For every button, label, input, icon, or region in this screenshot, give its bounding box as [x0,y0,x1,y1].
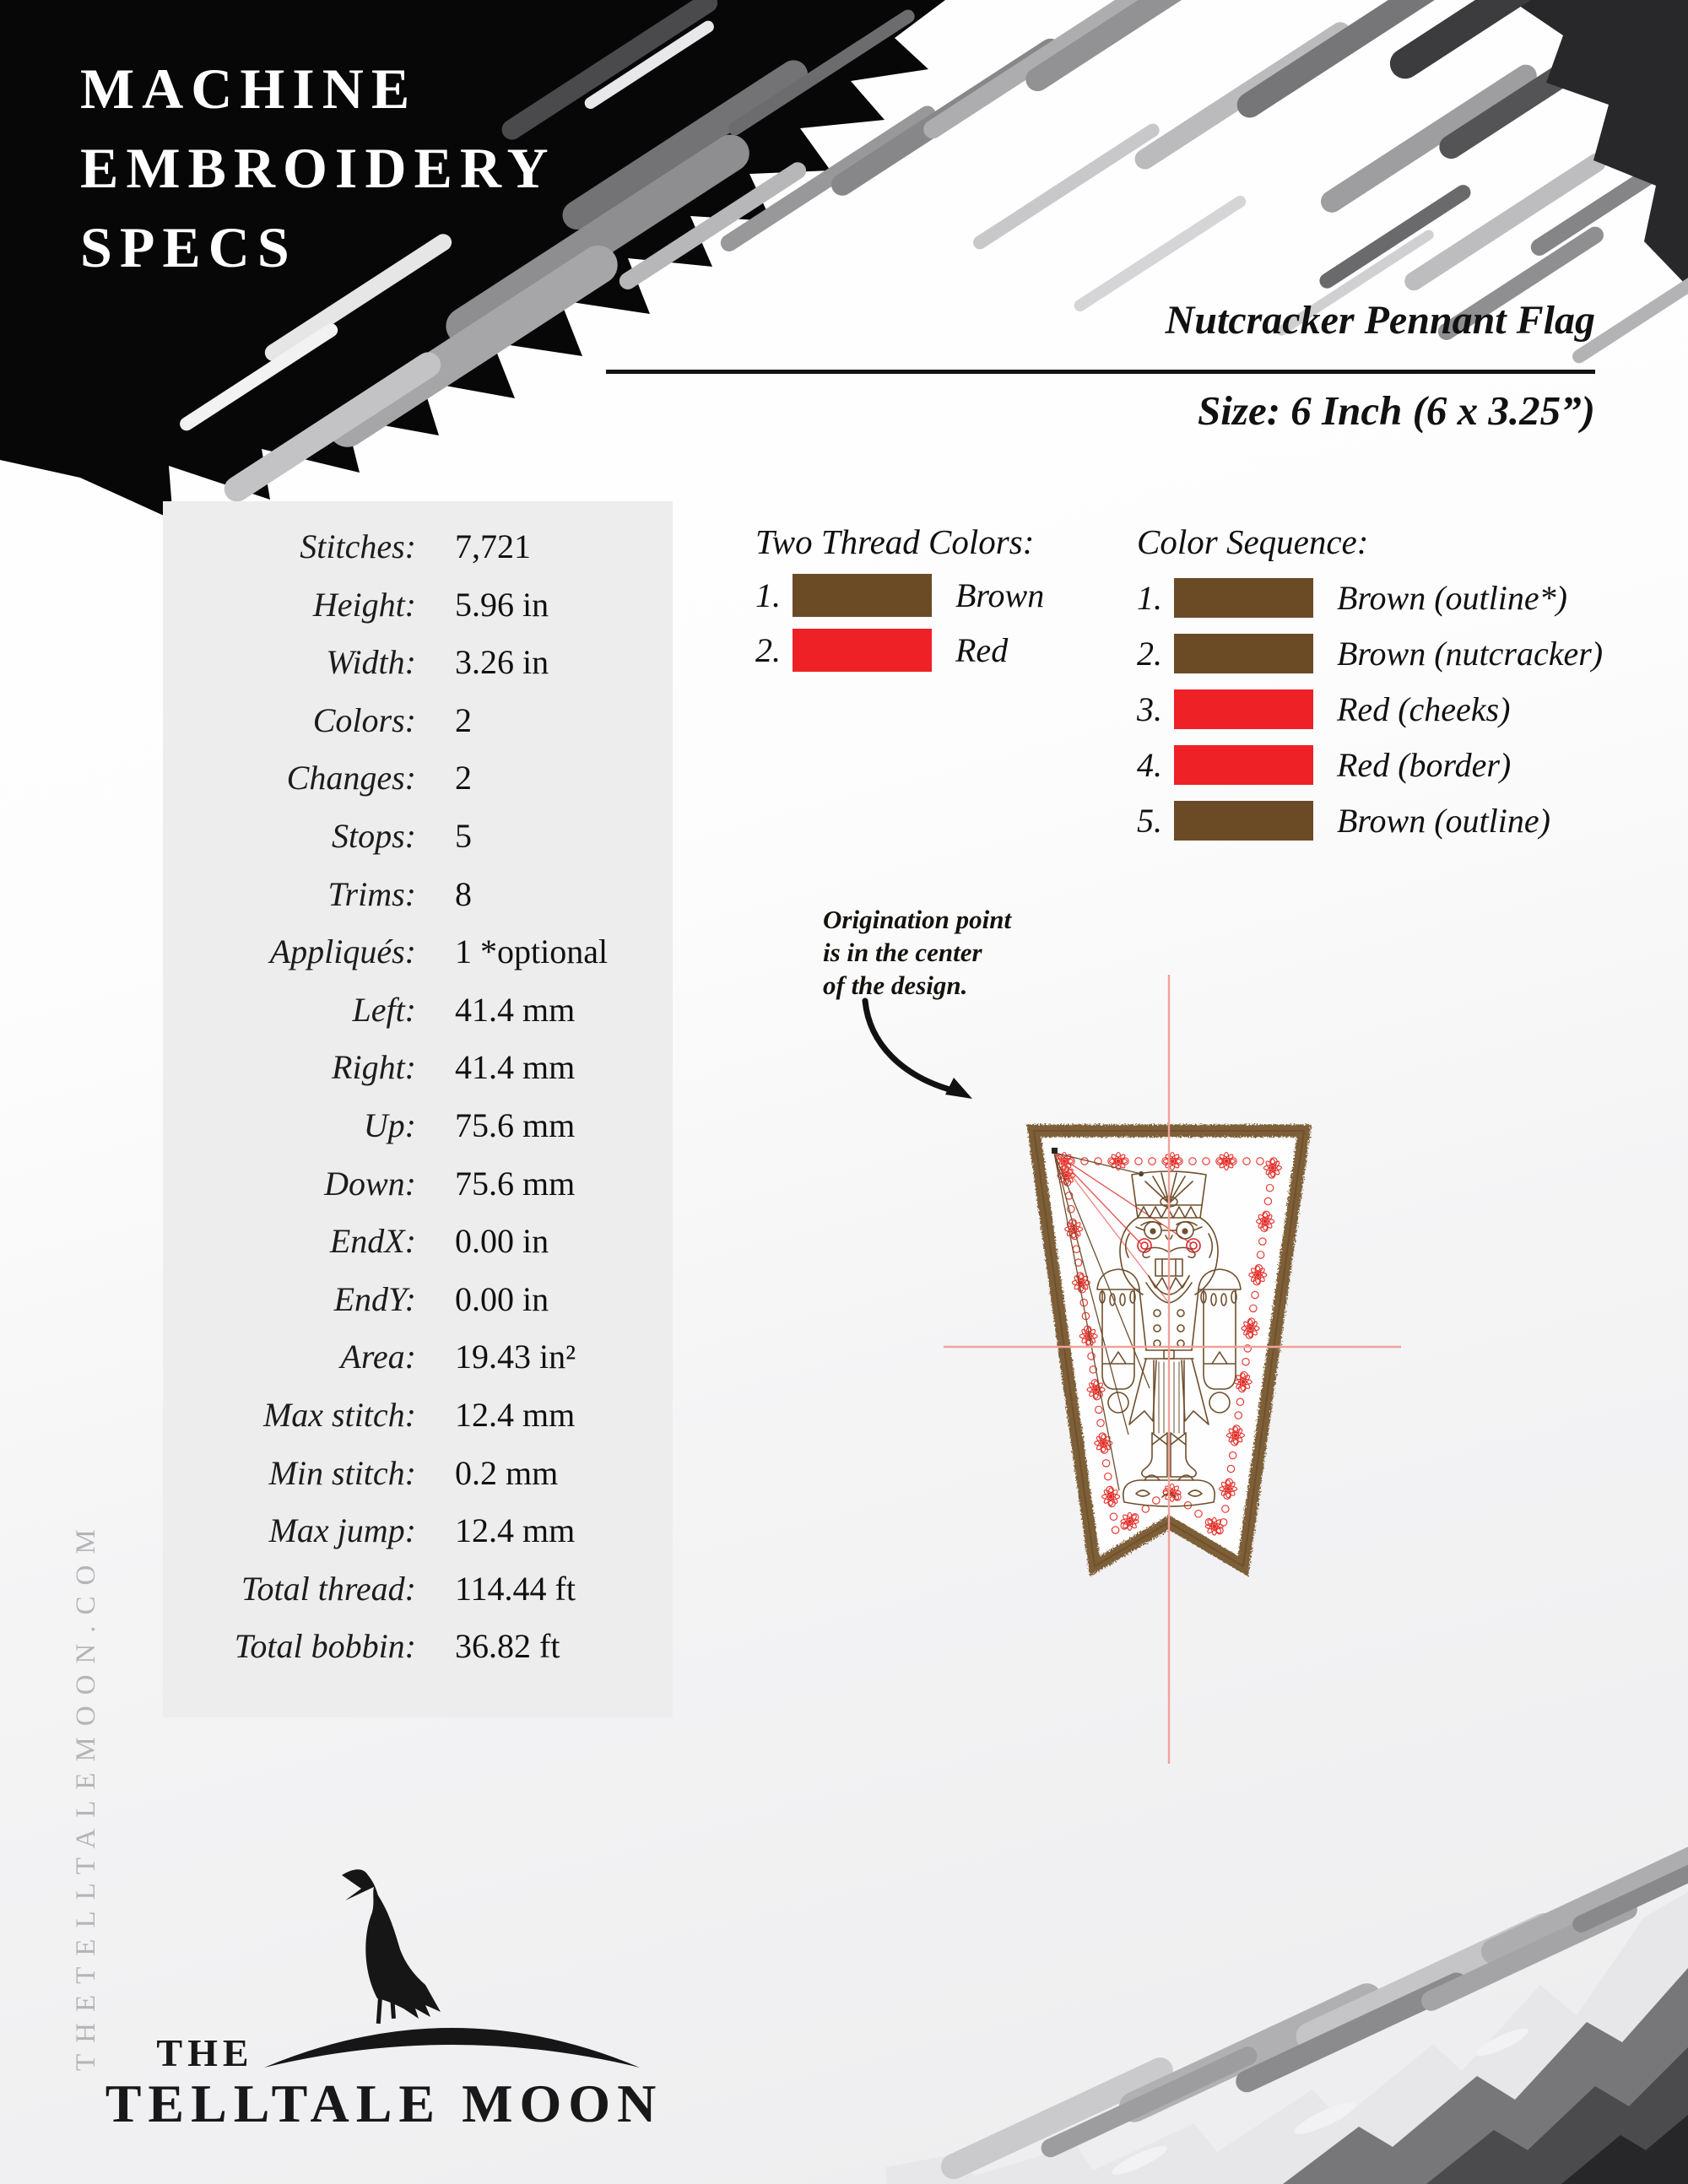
color-sequence-item [1137,634,1603,673]
spec-row [163,585,673,643]
spec-value: 0.2 mm [455,1453,559,1492]
color-name: Brown (nutcracker) [1337,635,1604,673]
color-swatch [1174,578,1313,618]
spec-value: 0.00 in [455,1222,549,1261]
item-number: 1. [1137,579,1162,617]
spec-label: Stitches: [300,527,416,565]
spec-label: Width: [326,643,416,682]
spec-row [163,527,673,585]
color-name: Brown (outline*) [1337,579,1567,617]
spec-label: Stops: [332,816,416,855]
page-title-line: MACHINE [80,57,418,121]
spec-row [163,1453,673,1511]
spec-label: Colors: [312,700,416,739]
spec-row [163,1511,673,1569]
spec-label: Up: [363,1106,416,1144]
item-number: 4. [1137,746,1162,784]
website-url-vertical: THETELLTALEMOON.COM [71,1518,101,2071]
spec-row [163,1279,673,1338]
thread-color-item [755,574,1044,617]
spec-row [163,1106,673,1164]
page-title-line: EMBROIDERY [80,136,556,200]
design-name: Nutcracker Pennant Flag [1165,298,1595,343]
spec-label: Height: [312,585,416,624]
item-number: 5. [1137,802,1162,840]
spec-value: 0.00 in [455,1279,549,1318]
spec-value: 7,721 [455,527,531,565]
color-name: Red (border) [1337,746,1512,784]
item-number: 3. [1137,690,1162,728]
logo-the: THE [156,2031,254,2074]
stitch-start-marker [1052,1148,1058,1154]
color-swatch [1174,745,1313,785]
item-number: 2. [1137,635,1162,673]
spec-value: 5 [455,816,472,855]
thread-colors-heading: Two Thread Colors: [755,522,1035,561]
spec-label: Left: [352,990,416,1029]
spec-row [163,874,673,933]
spec-row [163,1221,673,1279]
color-sequence-heading: Color Sequence: [1137,522,1369,561]
spec-value: 1 *optional [455,933,609,971]
spec-value: 36.82 ft [455,1627,560,1666]
spec-value: 2 [455,759,472,797]
origination-note-line: of the design. [823,970,968,1000]
spec-label: Max stitch: [262,1395,416,1434]
color-swatch [793,629,932,672]
color-swatch [1174,634,1313,673]
color-name: Brown [955,576,1045,614]
spec-row [163,816,673,874]
spec-label: Appliqués: [269,933,416,971]
spec-label: Area: [340,1338,416,1376]
spec-value: 114.44 ft [455,1569,576,1608]
spec-label: Max jump: [268,1511,416,1550]
spec-label: EndY: [333,1279,416,1318]
spec-row [163,758,673,816]
design-size: Size: 6 Inch (6 x 3.25”) [1198,387,1595,434]
color-swatch [793,574,932,617]
spec-value: 75.6 mm [455,1164,576,1203]
spec-value: 5.96 in [455,585,549,624]
spec-label: Total thread: [241,1569,416,1608]
color-sequence-list [1137,522,1603,841]
spec-label: Down: [324,1164,416,1203]
spec-value: 8 [455,874,472,913]
spec-label: EndX: [329,1222,416,1261]
item-number: 2. [755,631,781,669]
color-sequence-item [1137,801,1603,841]
spec-row [163,642,673,700]
spec-row [163,1047,673,1106]
spec-label: Trims: [327,874,416,913]
color-name: Red (cheeks) [1337,690,1511,728]
spec-row [163,990,673,1048]
spec-value: 19.43 in² [455,1338,576,1376]
spec-row [163,932,673,990]
color-sequence-item [1137,689,1603,729]
thread-color-item [755,629,1044,672]
spec-label: Right: [332,1048,416,1087]
spec-label: Total bobbin: [234,1627,416,1666]
spec-label: Min stitch: [268,1453,416,1492]
page-title-line: SPECS [80,215,297,279]
spec-label: Changes: [286,759,416,797]
spec-value: 12.4 mm [455,1395,576,1434]
spec-row [163,1164,673,1222]
spec-value: 41.4 mm [455,1048,576,1087]
color-swatch [1174,801,1313,841]
spec-row [163,1626,673,1684]
item-number: 1. [755,576,781,614]
color-name: Red [955,631,1009,669]
logo-name: TELLTALE MOON [105,2073,663,2133]
spec-value: 41.4 mm [455,990,576,1029]
color-sequence-item [1137,578,1603,618]
spec-row [163,1395,673,1453]
spec-value: 75.6 mm [455,1106,576,1144]
spec-value: 2 [455,700,472,739]
stitch-specs-panel [163,501,673,1717]
spec-value: 3.26 in [455,643,549,682]
spec-row [163,1337,673,1395]
spec-row [163,700,673,759]
page-title [80,49,556,287]
color-name: Brown (outline) [1337,802,1550,840]
pennant-stitch-preview [886,928,1477,1823]
color-swatch [1174,689,1313,729]
origination-note-line: is in the center [823,938,982,967]
bottom-brush-texture [886,1789,1688,2184]
spec-value: 12.4 mm [455,1511,576,1550]
origination-note-line: Origination point [823,905,1012,934]
spec-row [163,1569,673,1627]
thread-colors-list [755,522,1044,672]
crow-silhouette [342,1869,441,2024]
color-sequence-item [1137,745,1603,785]
header-divider [606,370,1595,374]
